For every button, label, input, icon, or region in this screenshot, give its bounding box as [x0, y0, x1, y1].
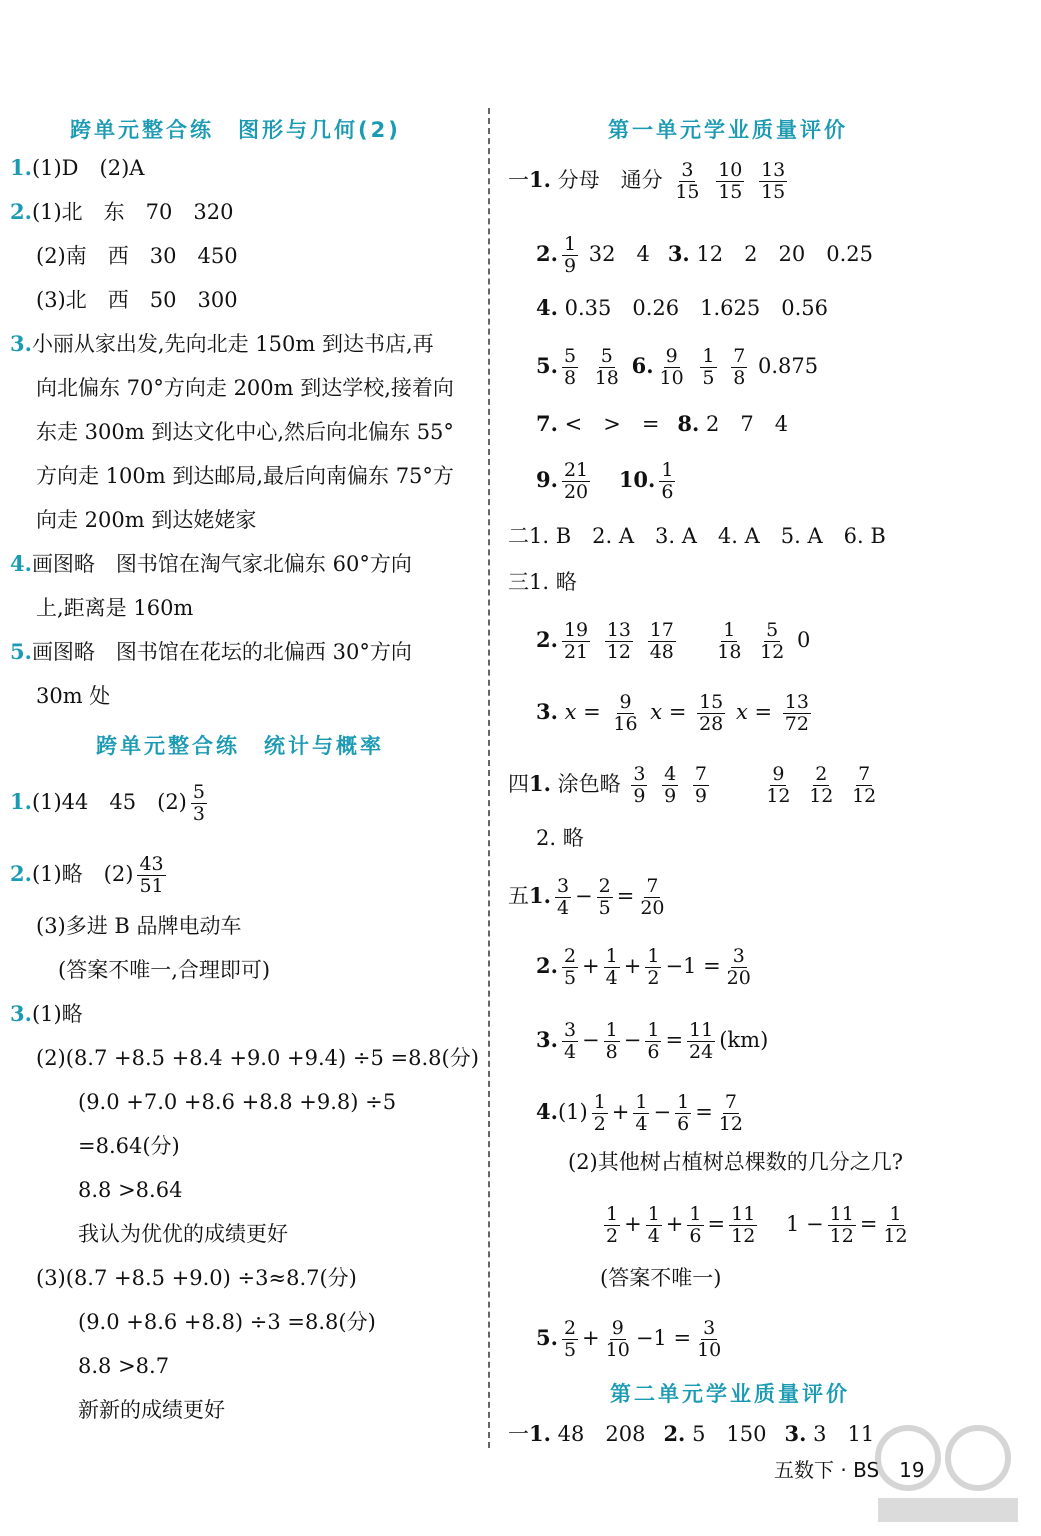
- unit1-q2-q3: 2. $\frac{1}{9}$ 32 4 3. 12 2 20 0.25: [536, 233, 873, 277]
- answer-2c: (3)北 西 50 300: [36, 288, 238, 312]
- stat-answer-3-3b: (9.0 +8.6 +8.8) ÷3 =8.8(分): [78, 1310, 376, 1334]
- stat-answer-2: 2.(1)略 (2) $\frac{43}{51}$: [10, 853, 164, 897]
- stat-answer-2-note: (答案不唯一,合理即可): [58, 958, 271, 982]
- answer-3-line2: 向北偏东 70°方向走 200m 到达学校,接着向: [36, 376, 454, 400]
- unit1-part5-q4-note: (答案不唯一): [600, 1266, 722, 1290]
- column-divider: [488, 108, 490, 1448]
- unit1-q7-q8: 7. < > = 8. 2 7 4: [536, 411, 789, 436]
- stat-answer-3-2b: (9.0 +7.0 +8.6 +8.8 +9.8) ÷5: [78, 1090, 397, 1114]
- answer-4-line1: 4.画图略 图书馆在淘气家北偏东 60°方向: [10, 551, 412, 576]
- stat-answer-3-2c: =8.64(分): [78, 1134, 180, 1158]
- answer-4-line2: 上,距离是 160m: [36, 596, 194, 620]
- answer-3-line5: 向走 200m 到达姥姥家: [36, 508, 257, 532]
- unit1-part5-q1: 五1. $\frac{3}{4}$ − $\frac{2}{5}$ = $\frac{7}{20}$: [508, 875, 665, 919]
- section-title-statistics: 跨单元整合练 统计与概率: [96, 734, 384, 758]
- answer-2b: (2)南 西 30 450: [36, 244, 238, 268]
- answer-2a: 2.(1)北 东 70 320: [10, 199, 234, 224]
- stat-answer-3-2e: 我认为优优的成绩更好: [78, 1222, 288, 1246]
- stat-answer-2-3: (3)多进 B 品牌电动车: [36, 914, 242, 938]
- stat-answer-3-2d: 8.8 >8.64: [78, 1178, 183, 1202]
- watermark-logo-icon: [868, 1418, 1028, 1528]
- unit1-part1-q1: 一1. 分母 通分 $\frac{3}{15}$ $\frac{10}{15}$ $\frac{13}{15}$: [508, 159, 786, 203]
- stat-answer-3-3a: (3)(8.7 +8.5 +9.0) ÷3≈8.7(分): [36, 1266, 357, 1290]
- unit1-part5-q3: 3. $\frac{3}{4}$ − $\frac{1}{8}$ − $\frac{1}{6}$ = $\frac{11}{24}$ (km): [536, 1019, 769, 1063]
- stat-answer-3-2a: (2)(8.7 +8.5 +8.4 +9.0 +9.4) ÷5 =8.8(分): [36, 1046, 479, 1070]
- unit1-part3-q1: 三1. 略: [508, 570, 577, 594]
- unit1-part3-q2: 2. $\frac{19}{21}$ $\frac{13}{12}$ $\frac{17}{48}$ $\frac{1}{18}$ $\frac{5}{12}$ 0: [536, 619, 811, 663]
- answer-3-line1: 3.小丽从家出发,先向北走 150m 到达书店,再: [10, 331, 434, 356]
- page-footer: 五数下 · BS 19: [774, 1458, 925, 1482]
- answer-5-line1: 5.画图略 图书馆在花坛的北偏西 30°方向: [10, 639, 412, 664]
- stat-answer-1: 1.(1)44 45 (2) $\frac{5}{3}$: [10, 781, 205, 825]
- stat-answer-3-1: 3.(1)略: [10, 1001, 83, 1026]
- unit1-part4-q1: 四1. 涂色略 $\frac{3}{9}$ $\frac{4}{9}$ $\frac{7}{9}$ $\frac{9}{12}$ $\frac{2}{12}$ $\frac{7}{12}$: [508, 763, 877, 807]
- answer-1: 1.(1)D (2)A: [10, 155, 145, 180]
- section-title-unit2: 第二单元学业质量评价: [610, 1382, 850, 1406]
- answer-5-line2: 30m 处: [36, 684, 111, 708]
- unit1-q4: 4. 0.35 0.26 1.625 0.56: [536, 295, 829, 320]
- unit1-part5-q4-2: (2)其他树占植树总棵数的几分之几?: [568, 1150, 904, 1174]
- unit1-q9-q10: 9. $\frac{21}{20}$ 10. $\frac{1}{6}$: [536, 459, 674, 503]
- unit2-part1: 一1. 48 208 2. 5 150 3. 3 11: [508, 1421, 875, 1446]
- unit1-part5-q4-1: 4.(1) $\frac{1}{2}$ + $\frac{1}{4}$ − $\frac{1}{6}$ = $\frac{7}{12}$: [536, 1091, 743, 1135]
- section-title-unit1: 第一单元学业质量评价: [608, 118, 848, 142]
- unit1-part4-q2: 2. 略: [536, 826, 584, 850]
- unit1-part5-q5: 5. $\frac{2}{5}$ + $\frac{9}{10}$ −1 = $\frac{3}{10}$: [536, 1317, 722, 1361]
- unit1-part5-q4-2-eq: $\frac{1}{2}$ + $\frac{1}{4}$ + $\frac{1}{6}$ = $\frac{11}{12}$ 1 − $\frac{11}{12}$ = $\frac{1}{12}$: [606, 1203, 908, 1247]
- answer-3-line4: 方向走 100m 到达邮局,最后向南偏东 75°方: [36, 464, 454, 488]
- unit1-part2: 二1. B 2. A 3. A 4. A 5. A 6. B: [508, 524, 886, 548]
- unit1-part3-q3: 3. x = $\frac{9}{16}$ x = $\frac{15}{28}$ x = $\frac{13}{72}$: [536, 691, 809, 735]
- unit1-q5-q6: 5. $\frac{5}{8}$ $\frac{5}{18}$ 6. $\frac{9}{10}$ $\frac{1}{5}$ $\frac{7}{8}$ 0.875: [536, 345, 819, 389]
- stat-answer-3-3c: 8.8 >8.7: [78, 1354, 170, 1378]
- answer-3-line3: 东走 300m 到达文化中心,然后向北偏东 55°: [36, 420, 454, 444]
- unit1-part5-q2: 2. $\frac{2}{5}$ + $\frac{1}{4}$ + $\frac{1}{2}$ −1 = $\frac{3}{20}$: [536, 945, 751, 989]
- stat-answer-3-3d: 新新的成绩更好: [78, 1398, 225, 1422]
- section-title-geometry: 跨单元整合练 图形与几何(2): [70, 118, 401, 142]
